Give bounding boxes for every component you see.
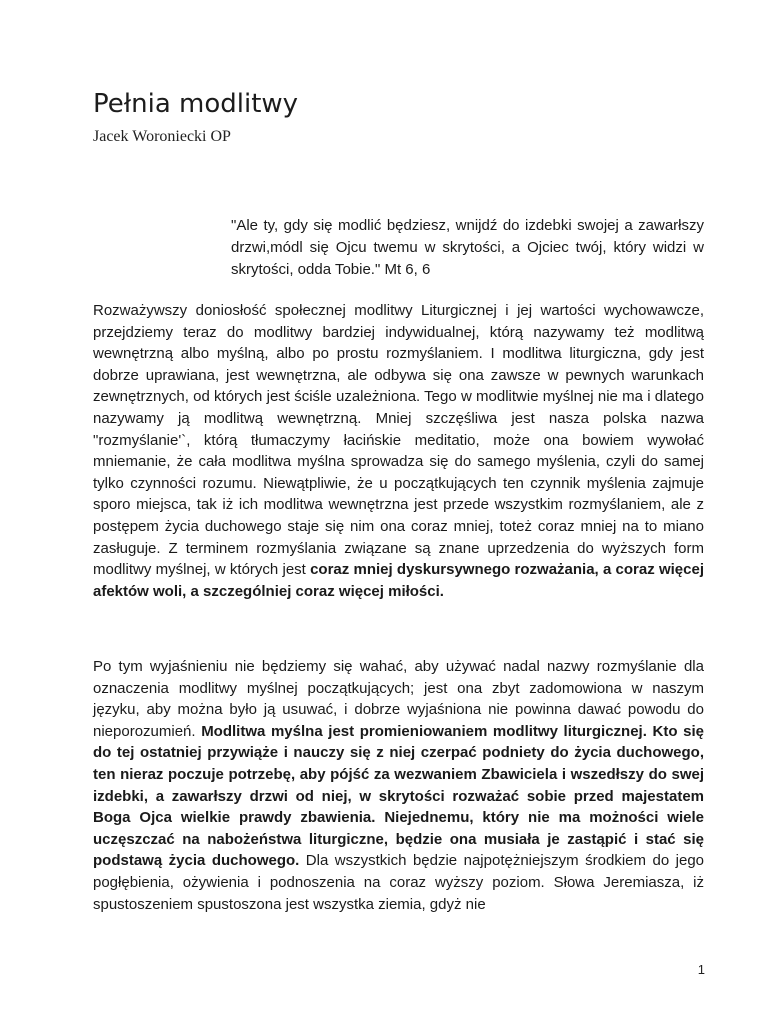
- document-title: Pełnia modlitwy: [93, 89, 299, 119]
- page-number: 1: [697, 962, 705, 977]
- paragraph-2-bold: Modlitwa myślna jest promieniowaniem modlitwy liturgicznej. Kto się do tej ostatniej przywiąże i nauczy się z niej czerpać podniety do życia duchowego, ten nieraz poczuje potrzebę, aby pójść za wezwaniem Zbawiciela i wszedłszy do swej izdebki, a zawarłszy drzwi od niej, w skrytości rozważać sobie przed majestatem Boga Ojca wielkie prawdy zbawienia. Niejednemu, który nie ma możności wiele uczęszczać na nabożeństwa liturgiczne, będzie ona musiała je zastąpić i stać się podstawą życia duchowego.: [93, 722, 704, 870]
- epigraph-quote: "Ale ty, gdy się modlić będziesz, wnijdź do izdebki swojej a zawarłszy drzwi,módl się Ojcu twemu w skrytości, a Ojciec twój, który widzi w skrytości, odda Tobie." Mt 6, 6: [231, 217, 704, 278]
- paragraph-2-text-start: Po tym wyjaśnieniu nie będziemy się wahać, aby używać nadal nazwy rozmyślanie dla oznaczenia modlitwy myślnej początkujących; jest ona zbyt zadomowiona w naszym języku, aby można było ją usuwać, i dobrze wyjaśniona nie powinna dawać powodu do nieporozumień.: [93, 658, 704, 740]
- document-author: Jacek Woroniecki OP: [93, 128, 231, 145]
- paragraph-1-text: Rozważywszy doniosłość społecznej modlitwy Liturgicznej i jej wartości wychowawcze, przejdziemy teraz do modlitwy bardziej indywidualnej, którą nazywamy też modlitwą wewnętrzną albo myślną, albo po prostu rozmyślaniem. I modlitwa liturgiczna, gdy jest dobrze uprawiana, jest wewnętrzna, ale odbywa się ona zawsze w pewnych warunkach zewnętrznych, od których jest ściśle uzależniona. Tego w modlitwie myślnej nie ma i dlatego nazywamy ją modlitwą wewnętrzną. Mniej szczęśliwa jest nasza polska nazwa "rozmyślanie'`, którą tłumaczymy łacińskie meditatio, może ona bowiem wywołać mniemanie, że cała modlitwa myślna sprowadza się do samego myślenia, czyli do samej tylko czynności rozumu. Niewątpliwie, że u początkujących ten czynnik myślenia zajmuje sporo miejsca, tak iż ich modlitwa wewnętrzna jest przede wszystkim rozmyślaniem, ale z postępem życia duchowego staje się nim ona coraz mniej, toteż coraz mniej na to miano zasługuje. Z terminem rozmyślania związane są znane uprzedzenia do wyższych form modlitwy myślnej, w których jest: [93, 302, 704, 579]
- paragraph-2: [93, 656, 704, 915]
- paragraph-1: [93, 300, 704, 602]
- paragraph-2-text-end: Dla wszystkich będzie najpotężniejszym środkiem do jego pogłębienia, ożywienia i podnoszenia na coraz wyższy poziom. Słowa Jeremiasza, iż spustoszeniem spustoszona jest wszystka ziemia, gdyż nie: [93, 852, 704, 913]
- paragraph-1-bold: coraz mniej dyskursywnego rozważania, a coraz więcej afektów woli, a szczególniej coraz więcej miłości.: [93, 561, 704, 600]
